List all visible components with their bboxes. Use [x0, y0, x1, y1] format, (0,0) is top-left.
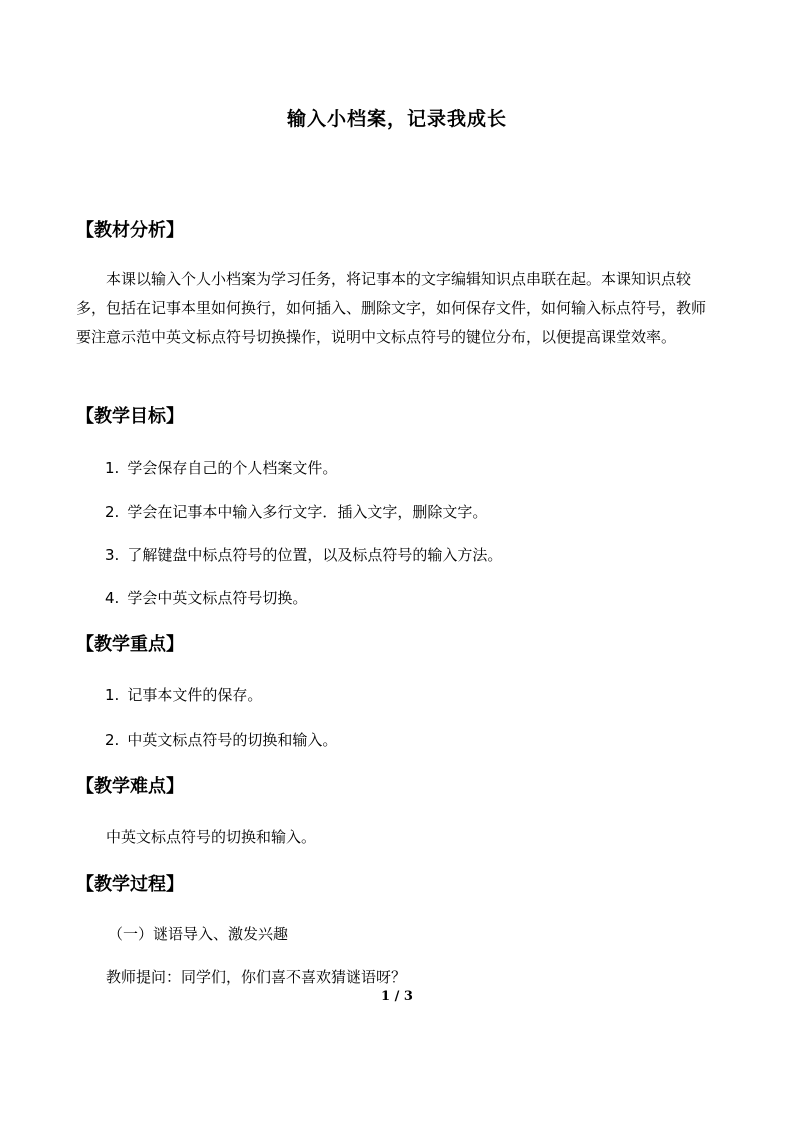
section-heading-focus: 【教学重点】: [76, 634, 184, 655]
focus-item-2: [105, 729, 337, 750]
process-step-1: （一）谜语导入、激发兴趣: [108, 925, 289, 943]
section-heading-analysis: 【教材分析】: [76, 220, 184, 241]
page-number: 1 / 3: [381, 989, 413, 1004]
focus-text: 记事本文件的保存。: [127, 686, 263, 704]
difficulty-text: 中英文标点符号的切换和输入。: [106, 828, 317, 846]
goal-number: 2.: [105, 503, 120, 521]
goal-number: 4.: [105, 589, 120, 607]
goal-text: 学会在记事本中输入多行文字．插入文字，删除文字。: [127, 503, 488, 521]
goal-text: 学会中英文标点符号切换。: [127, 589, 308, 607]
focus-number: 2.: [105, 731, 120, 749]
focus-item-1: [105, 684, 262, 705]
section-heading-process: 【教学过程】: [76, 874, 184, 895]
goal-item-3: [105, 544, 502, 565]
focus-number: 1.: [105, 686, 120, 704]
document-title: 输入小档案，记录我成长: [286, 108, 507, 130]
teacher-question: 教师提问：同学们，你们喜不喜欢猜谜语呀？: [106, 968, 407, 986]
goal-number: 1.: [105, 459, 120, 477]
focus-text: 中英文标点符号的切换和输入。: [127, 731, 338, 749]
section-heading-difficulty: 【教学难点】: [76, 776, 184, 797]
goal-item-1: [105, 457, 337, 478]
goal-item-4: [105, 587, 307, 608]
analysis-paragraph: 本课以输入个人小档案为学习任务，将记事本的文字编辑知识点串联在起。本课知识点较多，包括在记事本里如何换行，如何插入、删除文字，如何保存文件，如何输入标点符号，教师要注意示范中英文标点符号切换操作，说明中文标点符号的键位分布，以便提高课堂效率。: [76, 270, 707, 346]
goal-text: 学会保存自己的个人档案文件。: [127, 459, 338, 477]
goal-item-2: [105, 501, 487, 522]
goal-number: 3.: [105, 546, 120, 564]
section-heading-goals: 【教学目标】: [76, 406, 184, 427]
goal-text: 了解键盘中标点符号的位置，以及标点符号的输入方法。: [127, 546, 503, 564]
